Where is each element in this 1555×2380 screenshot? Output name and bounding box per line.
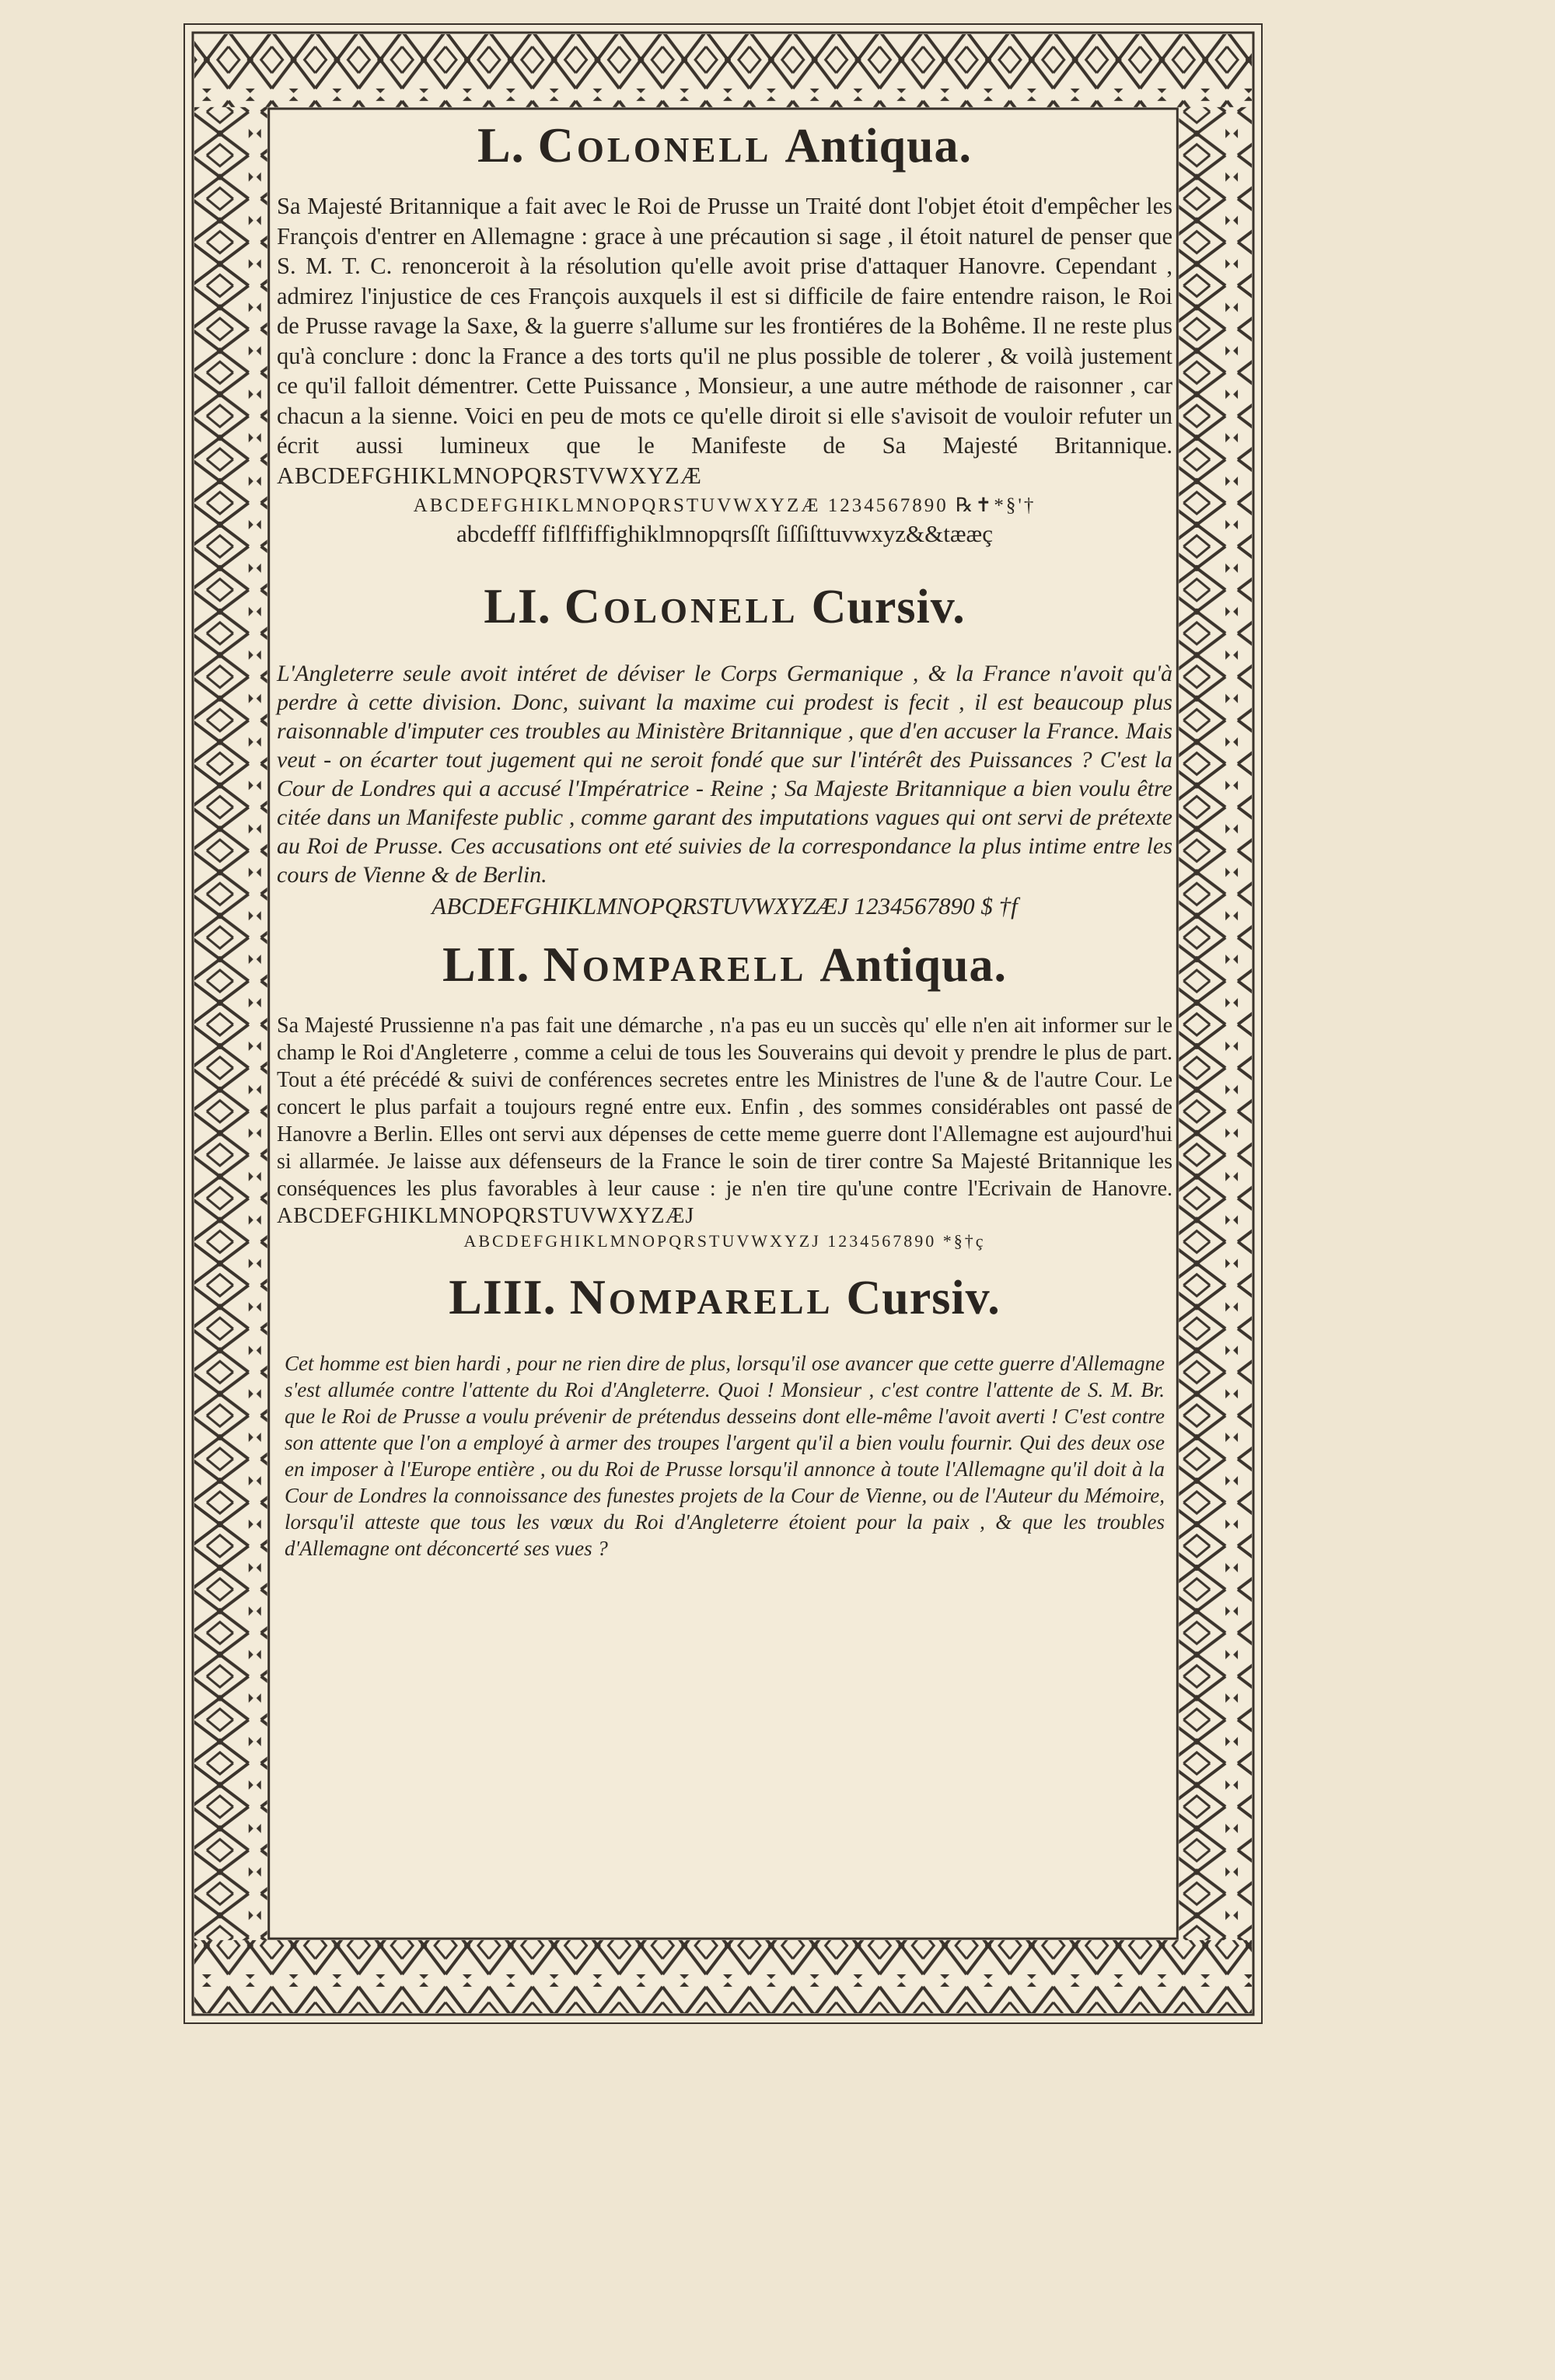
specimen-text-l [277, 191, 1172, 490]
section-text: Sa Majesté Prussienne n'a pas fait une démarche , n'a pas eu un succès qu' elle n'en ait informer sur le champ le Roi d'Angleterre , comme a celui de tous les Souverains qui devoit y prendre le plus de part. Tout a été précédé & suivi de conférences secretes entre les Ministres de l'une & de l'autre Cour. Le concert le plus parfait a toujours regné entre eux. Enfin , des sommes considérables ont passé de Hanovre a Berlin. Elles ont servi aux dépenses de cette meme guerre dont l'Allemagne est aujourd'hui si allarmée. Je laisse aux défenseurs de la France le soin de tirer contre Sa Majesté Britannique les conséquences les plus favorables à leur cause : je n'en tire qu'une contre l'Ecrivain de Hanovre. [277, 1014, 1172, 1202]
page-frame [183, 23, 1263, 2024]
specimen-text-liii: Cet homme est bien hardi , pour ne rien dire de plus, lorsqu'il ose avancer que cette guerre d'Allemagne s'est allumée contre l'attente du Roi d'Angleterre. Quoi ! Monsieur , c'est contre l'attente de S. M. Br. que le Roi de Prusse a voulu prévenir de prétendus desseins dont elle-même l'avoit averti ! C'est contre son attente que l'on a employé à armer des troupes l'argent qu'il a bien voulu fournir. Qui des deux ose en imposer à l'Europe entière , ou du Roi de Prusse lorsqu'il annonce à toute l'Allemagne qu'il doit à la Cour de Londres la connoissance des funestes projets de la Cour de Vienne, ou de l'Auteur du Mémoire, lorsqu'il atteste que tous les vœux du Roi d'Angleterre étoient pour la paix , & que les troubles d'Allemagne ont déconcerté ses vues ? [285, 1351, 1165, 1560]
font-name: Nomparell [569, 1269, 833, 1325]
alphabet-specimen-1: ABCDEFGHIKLMNOPQRSTUVWXYZÆ 1234567890 ℞✝*§'† [413, 495, 1036, 517]
specimen-text-lii [277, 1012, 1172, 1230]
font-name: Colonell [537, 117, 772, 173]
font-name: Nomparell [543, 936, 807, 992]
font-style: Cursiv. [811, 581, 966, 634]
section-title-li [277, 579, 1172, 633]
section-number: L. [477, 117, 525, 173]
inline-alphabet: ABCDEFGHIKLMNOPQRSTVWXYZÆ [277, 462, 702, 489]
alphabet-specimen-cursiv: ABCDEFGHIKLMNOPQRSTUVWXYZÆJ 1234567890 $ †f [432, 892, 1018, 920]
section-text: Sa Majesté Britannique a fait avec le Roi de Prusse un Traité dont l'objet étoit d'empêcher les François d'entrer en Allemagne : grace à une précaution si sage , il étoit naturel de penser que S. M. T. C. renonceroit à la résolution qu'elle avoit prise d'attaquer Hanovre. Cependant , admirez l'injustice de ces François auxquels il est si difficile de faire entendre raison, le Roi de Prusse ravage la Saxe, & la guerre s'allume sur les frontiéres de la Bohême. Il ne reste plus qu'à conclure : donc la France a des torts qu'il ne plus possible de tolerer , & voilà justement ce qu'il falloit démentrer. Cette Puissance , Monsieur, a une autre méthode de raisonner , car chacun a la sienne. Voici en peu de mots ce qu'elle diroit si elle s'avisoit de vouloir refuter un écrit aussi lumineux que le Manifeste de Sa Majesté Britannique. [277, 193, 1172, 459]
inline-alphabet: ABCDEFGHIKLMNOPQRSTUVWXYZÆJ [277, 1204, 695, 1229]
font-style: Antiqua. [784, 120, 973, 173]
section-title-liii [277, 1270, 1172, 1324]
section-number: LI. [484, 578, 551, 634]
alphabet-specimen-2: abcdefff fiflffiffighiklmnopqrsſſt ſiſſiſttuvwxyz&&tææç [456, 520, 993, 548]
page-content [277, 118, 1172, 1929]
section-title-lii [277, 937, 1172, 992]
alphabet-specimen-nomparell: ABCDEFGHIKLMNOPQRSTUVWXYZJ 1234567890 *§†ç [463, 1231, 986, 1251]
font-name: Colonell [564, 578, 798, 634]
font-style: Cursiv. [846, 1272, 1001, 1325]
specimen-text-li: L'Angleterre seule avoit intéret de déviser le Corps Germanique , & la France n'avoit qu'à perdre à cette division. Donc, suivant la maxime cui prodest is fecit , il est beaucoup plus raisonnable d'imputer ces troubles au Ministère Britannique , que d'en accuser la France. Mais veut - on écarter tout jugement qui ne seroit fondé que sur l'intérêt des Puissances ? C'est la Cour de Londres qui a accusé l'Impératrice - Reine ; Sa Majeste Britannique a bien voulu être citée dans un Manifeste public , comme garant des imputations vagues qui ont servi de prétexte au Roi de Prusse. Ces accusations ont eté suivies de la correspondance la plus intime entre les cours de Vienne & de Berlin. [277, 660, 1172, 888]
section-title-l [277, 118, 1172, 173]
font-style: Antiqua. [819, 938, 1007, 992]
section-number: LII. [442, 936, 530, 992]
section-number: LIII. [449, 1269, 557, 1325]
